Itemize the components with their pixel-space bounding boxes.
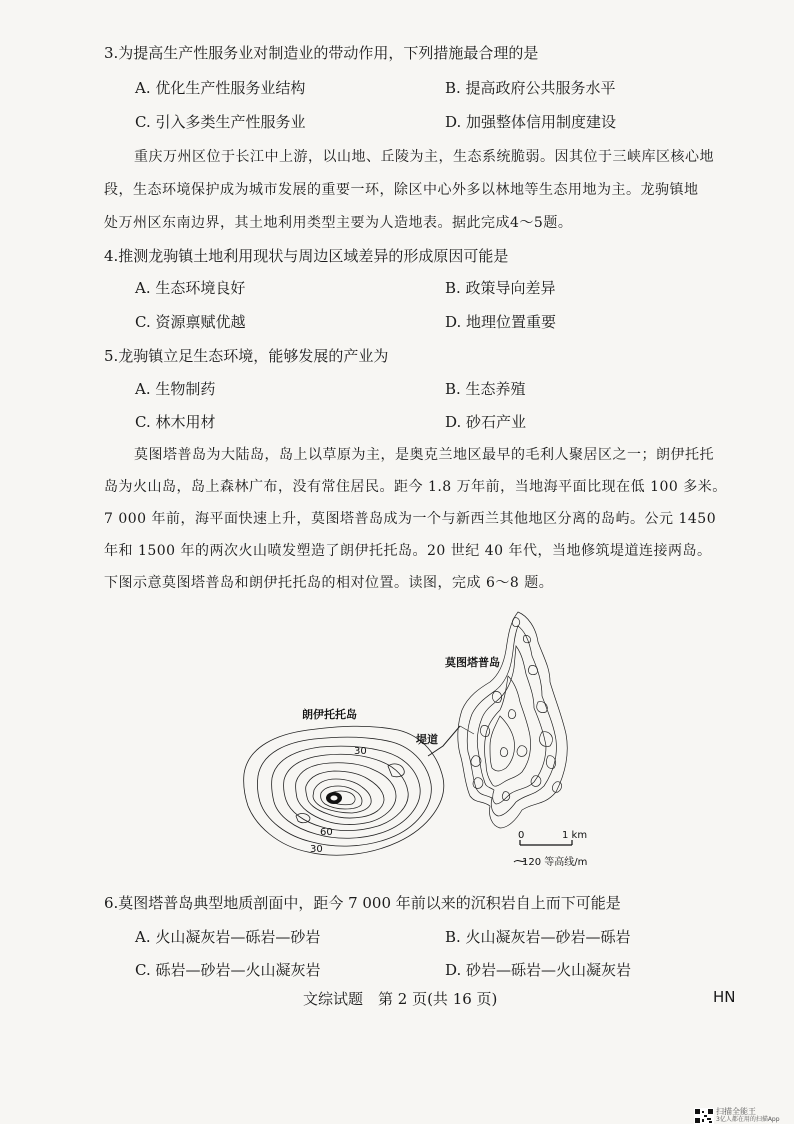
crater-icon xyxy=(326,792,342,804)
q4-option-d: D. 地理位置重要 xyxy=(445,313,557,331)
passage-line: 莫图塔普岛为大陆岛，岛上以草原为主，是奥克兰地区最早的毛利人聚居区之一；朗伊托托 xyxy=(134,447,714,463)
q5-option-a: A. 生物制药 xyxy=(135,380,216,398)
motutapu-label: 莫图塔普岛 xyxy=(445,656,500,669)
contour-label-30-top: 30 xyxy=(354,746,367,757)
rangitoto-label: 朗伊托托岛 xyxy=(302,708,357,721)
watermark-subtitle: 3亿人都在用的扫描App xyxy=(716,1116,780,1123)
q6-option-c: C. 砾岩—砂岩—火山凝灰岩 xyxy=(135,961,321,979)
question-3-stem: 3.为提高生产性服务业对制造业的带动作用，下列措施最合理的是 xyxy=(104,44,539,62)
q6-option-d: D. 砂岩—砾岩—火山凝灰岩 xyxy=(445,961,632,979)
contour-label-30-bottom: 30 xyxy=(310,844,323,855)
q3-option-b: B. 提高政府公共服务水平 xyxy=(445,79,616,97)
q6-option-b: B. 火山凝灰岩—砂岩—砾岩 xyxy=(445,928,631,946)
passage-line: 7 000 年前，海平面快速上升，莫图塔普岛成为一个与新西兰其他地区分离的岛屿。公元 1450 xyxy=(104,511,717,527)
passage-line: 重庆万州区位于长江中上游，以山地、丘陵为主，生态系统脆弱。因其位于三峡库区核心地 xyxy=(134,149,714,165)
region-code: HN xyxy=(713,988,736,1006)
passage-wanzhou xyxy=(104,147,744,233)
question-6-stem: 6.莫图塔普岛典型地质剖面中，距今 7 000 年前以来的沉积岩自上而下可能是 xyxy=(104,894,621,912)
q3-option-c: C. 引入多类生产性服务业 xyxy=(135,113,306,131)
passage-motutapu xyxy=(104,445,744,593)
passage-line: 处万州区东南边界，其土地利用类型主要为人造地表。据此完成4～5题。 xyxy=(104,215,573,231)
contour-map-svg xyxy=(238,606,618,871)
q6-option-a: A. 火山凝灰岩—砾岩—砂岩 xyxy=(135,928,321,946)
page-footer: 文综试题 第 2 页(共 16 页) xyxy=(303,990,498,1008)
q4-option-c: C. 资源禀赋优越 xyxy=(135,313,246,331)
scale-one-km: 1 km xyxy=(562,830,588,841)
scale-bar xyxy=(518,830,587,845)
motutapu-contours xyxy=(458,612,567,828)
q3-option-a: A. 优化生产性服务业结构 xyxy=(135,79,306,97)
qr-code-icon xyxy=(694,1108,714,1124)
rangitoto-coastline xyxy=(244,726,444,855)
passage-line: 年和 1500 年的两次火山喷发塑造了朗伊托托岛。20 世纪 40 年代，当地修筑堤道连接两岛。 xyxy=(104,543,712,559)
watermark-title: 扫描全能王 xyxy=(716,1107,756,1116)
q4-option-b: B. 政策导向差异 xyxy=(445,279,556,297)
q5-option-d: D. 砂石产业 xyxy=(445,413,527,431)
question-5-stem: 5.龙驹镇立足生态环境，能够发展的产业为 xyxy=(104,347,389,365)
question-4-stem: 4.推测龙驹镇土地利用现状与周边区域差异的形成原因可能是 xyxy=(104,247,509,265)
passage-line: 岛为火山岛，岛上森林广布，没有常住居民。距今 1.8 万年前，当地海平面比现在低 100 多米。 xyxy=(104,479,727,495)
island-contour-map xyxy=(238,606,618,871)
passage-line: 段，生态环境保护成为城市发展的重要一环，除区中心外多以林地等生态用地为主。龙驹镇地 xyxy=(104,182,699,198)
q5-option-c: C. 林木用材 xyxy=(135,413,216,431)
causeway-label: 堤道 xyxy=(416,733,438,746)
scanner-watermark xyxy=(716,1108,780,1124)
q3-option-d: D. 加强整体信用制度建设 xyxy=(445,113,617,131)
contour-label-60: 60 xyxy=(320,827,333,838)
passage-line: 下图示意莫图塔普岛和朗伊托托岛的相对位置。读图，完成 6～8 题。 xyxy=(104,575,554,591)
q5-option-b: B. 生态养殖 xyxy=(445,380,526,398)
scale-zero: 0 xyxy=(518,830,525,841)
contour-legend-text: 120 等高线/m xyxy=(522,857,588,868)
contour-legend xyxy=(514,855,587,868)
q4-option-a: A. 生态环境良好 xyxy=(135,279,246,297)
